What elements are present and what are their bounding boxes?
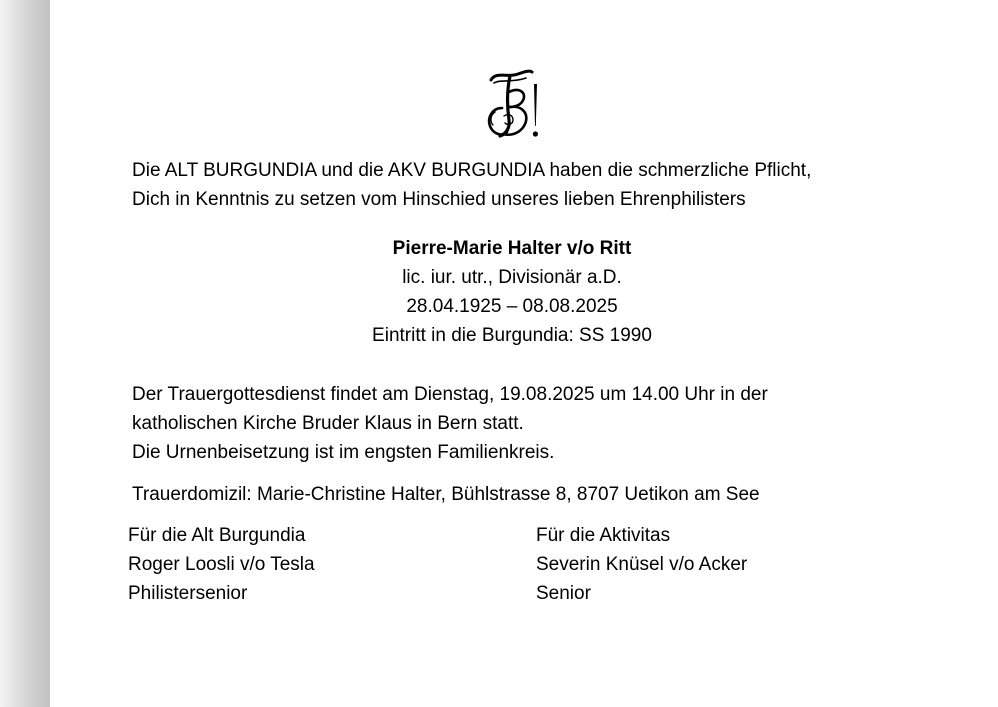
service-line-2: katholischen Kirche Bruder Klaus in Bern statt. xyxy=(132,413,524,434)
deceased-title: lic. iur. utr., Divisionär a.D. xyxy=(402,267,622,288)
deceased-entry: Eintritt in die Burgundia: SS 1990 xyxy=(372,325,652,346)
signature-left-role: Philistersenior xyxy=(128,583,248,604)
obituary-notice xyxy=(50,0,998,707)
signature-right-name: Severin Knüsel v/o Acker xyxy=(536,554,748,575)
deceased-dates: 28.04.1925 – 08.08.2025 xyxy=(406,296,618,317)
signature-left-name: Roger Loosli v/o Tesla xyxy=(128,554,315,575)
signature-right-role: Senior xyxy=(536,583,591,604)
intro-line-2: Dich in Kenntnis zu setzen vom Hinschied unseres lieben Ehrenphilisters xyxy=(132,189,746,210)
intro-line-1: Die ALT BURGUNDIA und die AKV BURGUNDIA haben die schmerzliche Pflicht, xyxy=(132,160,812,181)
service-line-3: Die Urnenbeisetzung ist im engsten Familienkreis. xyxy=(132,442,555,463)
domicile-line: Trauerdomizil: Marie-Christine Halter, Bühlstrasse 8, 8707 Uetikon am See xyxy=(132,484,760,505)
burgundia-cirkel-icon xyxy=(482,68,542,142)
signature-right-org: Für die Aktivitas xyxy=(536,525,671,546)
signature-left-org: Für die Alt Burgundia xyxy=(128,525,306,546)
deceased-name: Pierre-Marie Halter v/o Ritt xyxy=(392,238,632,259)
page-edge-shadow xyxy=(0,0,50,707)
service-line-1: Der Trauergottesdienst findet am Dienstag, 19.08.2025 um 14.00 Uhr in der xyxy=(132,384,768,405)
